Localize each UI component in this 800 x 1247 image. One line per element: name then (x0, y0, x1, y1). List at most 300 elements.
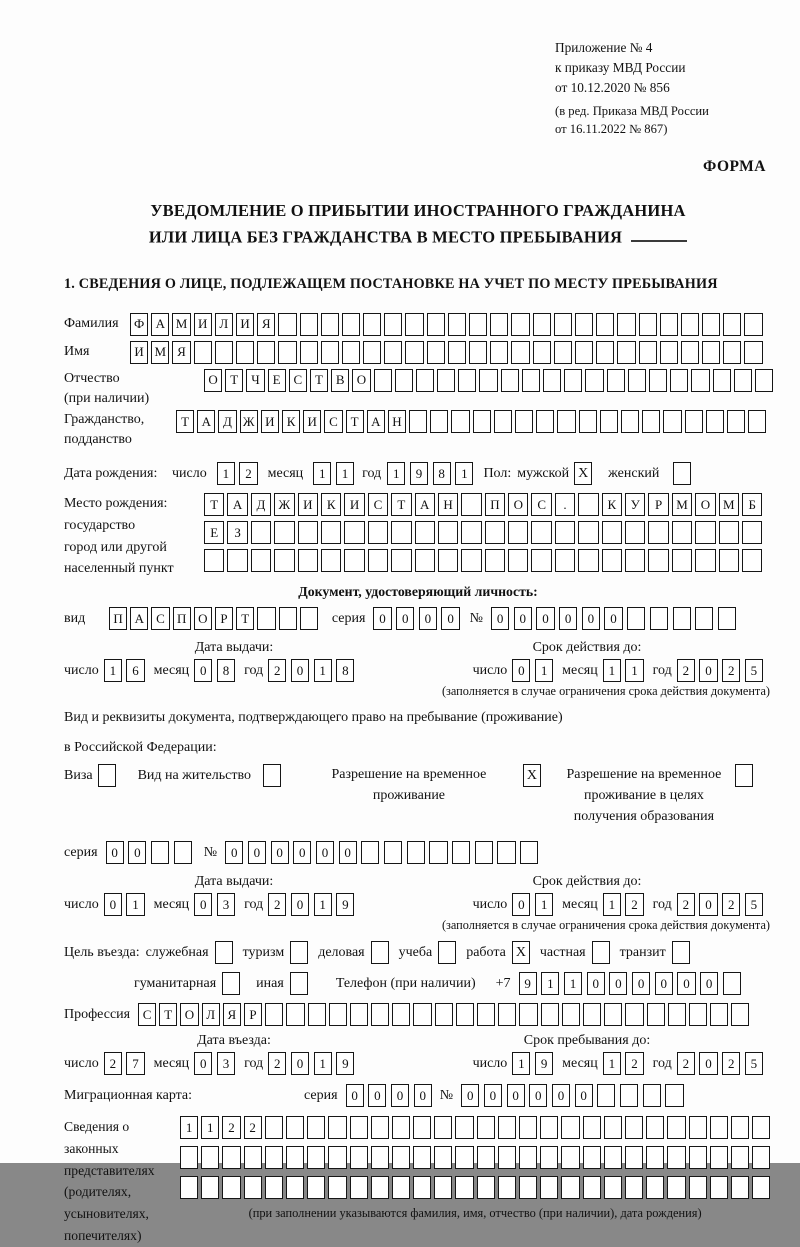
char-box[interactable]: 7 (126, 1052, 144, 1075)
char-box[interactable]: 0 (559, 607, 577, 630)
char-box[interactable] (350, 1176, 368, 1199)
char-box[interactable] (710, 1176, 728, 1199)
char-box[interactable]: Д (251, 493, 271, 516)
char-box[interactable] (321, 341, 339, 364)
char-box[interactable]: 0 (699, 893, 717, 916)
char-box[interactable] (501, 369, 519, 392)
char-box[interactable]: 0 (491, 607, 509, 630)
char-box[interactable] (744, 341, 762, 364)
char-box[interactable]: 1 (455, 462, 473, 485)
char-box[interactable] (413, 1116, 431, 1139)
char-box[interactable] (673, 607, 691, 630)
char-box[interactable] (695, 521, 715, 544)
char-box[interactable] (427, 313, 445, 336)
char-box[interactable] (646, 1176, 664, 1199)
female-checkbox[interactable] (673, 462, 691, 485)
char-box[interactable] (625, 1146, 643, 1169)
char-box[interactable] (329, 1003, 347, 1026)
char-box[interactable] (368, 521, 388, 544)
char-box[interactable]: 1 (217, 462, 235, 485)
char-box[interactable] (361, 841, 379, 864)
char-box[interactable] (752, 1116, 770, 1139)
char-box[interactable] (204, 549, 224, 572)
char-box[interactable] (689, 1176, 707, 1199)
char-box[interactable] (508, 549, 528, 572)
char-box[interactable] (456, 1003, 474, 1026)
char-box[interactable] (706, 410, 724, 433)
char-box[interactable] (479, 369, 497, 392)
char-box[interactable]: 0 (271, 841, 289, 864)
char-box[interactable]: 0 (604, 607, 622, 630)
char-box[interactable] (384, 341, 402, 364)
char-box[interactable]: М (172, 313, 190, 336)
char-box[interactable]: 2 (677, 659, 695, 682)
char-box[interactable] (564, 369, 582, 392)
char-box[interactable] (672, 521, 692, 544)
char-box[interactable]: Т (346, 410, 364, 433)
char-box[interactable] (174, 841, 192, 864)
char-box[interactable] (702, 313, 720, 336)
char-box[interactable]: 2 (222, 1116, 240, 1139)
char-box[interactable] (744, 313, 762, 336)
char-box[interactable] (409, 410, 427, 433)
char-box[interactable] (604, 1176, 622, 1199)
char-box[interactable]: 9 (519, 972, 537, 995)
char-box[interactable] (286, 1146, 304, 1169)
char-box[interactable]: П (485, 493, 505, 516)
char-box[interactable] (405, 341, 423, 364)
char-box[interactable]: Е (268, 369, 286, 392)
char-box[interactable]: 0 (291, 659, 309, 682)
char-box[interactable]: 2 (722, 893, 740, 916)
char-box[interactable] (434, 1146, 452, 1169)
char-box[interactable]: О (180, 1003, 198, 1026)
char-box[interactable]: 1 (314, 893, 332, 916)
char-box[interactable]: И (194, 313, 212, 336)
char-box[interactable] (554, 313, 572, 336)
char-box[interactable] (405, 313, 423, 336)
char-box[interactable] (286, 1176, 304, 1199)
char-box[interactable]: . (555, 493, 575, 516)
char-box[interactable] (298, 521, 318, 544)
char-box[interactable]: 1 (126, 893, 144, 916)
char-box[interactable]: 1 (180, 1116, 198, 1139)
char-box[interactable]: 9 (336, 893, 354, 916)
char-box[interactable] (543, 369, 561, 392)
char-box[interactable] (469, 313, 487, 336)
char-box[interactable]: 0 (514, 607, 532, 630)
char-box[interactable] (413, 1146, 431, 1169)
char-box[interactable] (625, 1003, 643, 1026)
char-box[interactable] (685, 410, 703, 433)
char-box[interactable] (660, 313, 678, 336)
char-box[interactable]: Т (225, 369, 243, 392)
char-box[interactable] (461, 549, 481, 572)
char-box[interactable]: А (151, 313, 169, 336)
char-box[interactable]: Т (391, 493, 411, 516)
char-box[interactable]: 0 (609, 972, 627, 995)
char-box[interactable] (583, 1146, 601, 1169)
char-box[interactable] (660, 341, 678, 364)
char-box[interactable]: 0 (507, 1084, 525, 1107)
char-box[interactable]: И (298, 493, 318, 516)
char-box[interactable] (710, 1146, 728, 1169)
char-box[interactable] (298, 549, 318, 572)
char-box[interactable]: 9 (410, 462, 428, 485)
char-box[interactable] (583, 1116, 601, 1139)
char-box[interactable] (522, 369, 540, 392)
char-box[interactable]: П (173, 607, 191, 630)
char-box[interactable] (540, 1116, 558, 1139)
char-box[interactable] (555, 549, 575, 572)
char-box[interactable]: Н (438, 493, 458, 516)
char-box[interactable] (392, 1176, 410, 1199)
char-box[interactable]: 0 (699, 659, 717, 682)
char-box[interactable]: 1 (541, 972, 559, 995)
char-box[interactable] (647, 1003, 665, 1026)
char-box[interactable] (672, 549, 692, 572)
char-box[interactable] (413, 1003, 431, 1026)
char-box[interactable] (392, 1146, 410, 1169)
char-box[interactable]: Ж (274, 493, 294, 516)
char-box[interactable]: 1 (336, 462, 354, 485)
char-box[interactable] (519, 1176, 537, 1199)
char-box[interactable] (639, 313, 657, 336)
char-box[interactable]: 0 (632, 972, 650, 995)
char-box[interactable] (617, 341, 635, 364)
char-box[interactable] (265, 1176, 283, 1199)
char-box[interactable] (391, 549, 411, 572)
char-box[interactable]: 0 (291, 893, 309, 916)
char-box[interactable] (702, 341, 720, 364)
char-box[interactable] (286, 1116, 304, 1139)
char-box[interactable] (731, 1116, 749, 1139)
char-box[interactable]: Ф (130, 313, 148, 336)
char-box[interactable] (475, 841, 493, 864)
char-box[interactable]: 9 (336, 1052, 354, 1075)
char-box[interactable] (434, 1176, 452, 1199)
purpose-official-checkbox[interactable] (215, 941, 233, 964)
char-box[interactable] (578, 493, 598, 516)
char-box[interactable]: 0 (414, 1084, 432, 1107)
char-box[interactable] (691, 369, 709, 392)
char-box[interactable] (222, 1146, 240, 1169)
char-box[interactable]: О (508, 493, 528, 516)
char-box[interactable]: З (227, 521, 247, 544)
char-box[interactable] (201, 1146, 219, 1169)
char-box[interactable] (597, 1084, 615, 1107)
char-box[interactable] (643, 1084, 661, 1107)
char-box[interactable] (752, 1146, 770, 1169)
char-box[interactable] (265, 1146, 283, 1169)
char-box[interactable]: Р (648, 493, 668, 516)
char-box[interactable] (731, 1003, 749, 1026)
char-box[interactable] (371, 1116, 389, 1139)
char-box[interactable] (723, 313, 741, 336)
char-box[interactable] (350, 1003, 368, 1026)
char-box[interactable] (648, 549, 668, 572)
char-box[interactable] (723, 341, 741, 364)
char-box[interactable] (477, 1003, 495, 1026)
char-box[interactable] (575, 341, 593, 364)
char-box[interactable] (515, 410, 533, 433)
char-box[interactable] (438, 521, 458, 544)
char-box[interactable] (663, 410, 681, 433)
char-box[interactable] (710, 1116, 728, 1139)
char-box[interactable] (438, 549, 458, 572)
char-box[interactable] (531, 521, 551, 544)
char-box[interactable] (540, 1176, 558, 1199)
char-box[interactable]: 1 (603, 659, 621, 682)
char-box[interactable] (755, 369, 773, 392)
char-box[interactable] (342, 341, 360, 364)
char-box[interactable]: 8 (433, 462, 451, 485)
char-box[interactable] (681, 341, 699, 364)
char-box[interactable]: И (303, 410, 321, 433)
char-box[interactable]: Л (202, 1003, 220, 1026)
purpose-transit-checkbox[interactable] (672, 941, 690, 964)
char-box[interactable] (642, 410, 660, 433)
education-residence-checkbox[interactable] (735, 764, 753, 787)
char-box[interactable]: О (194, 607, 212, 630)
char-box[interactable] (508, 521, 528, 544)
char-box[interactable] (427, 341, 445, 364)
char-box[interactable] (519, 1003, 537, 1026)
char-box[interactable] (531, 549, 551, 572)
char-box[interactable] (244, 1146, 262, 1169)
char-box[interactable] (583, 1176, 601, 1199)
char-box[interactable]: С (138, 1003, 156, 1026)
char-box[interactable] (498, 1146, 516, 1169)
char-box[interactable] (731, 1146, 749, 1169)
char-box[interactable]: 0 (575, 1084, 593, 1107)
char-box[interactable]: С (324, 410, 342, 433)
char-box[interactable]: 0 (291, 1052, 309, 1075)
char-box[interactable] (646, 1146, 664, 1169)
char-box[interactable] (469, 341, 487, 364)
char-box[interactable] (477, 1176, 495, 1199)
temp-residence-checkbox[interactable]: X (523, 764, 541, 787)
char-box[interactable]: 1 (104, 659, 122, 682)
char-box[interactable]: М (719, 493, 739, 516)
char-box[interactable]: 8 (217, 659, 235, 682)
char-box[interactable] (604, 1146, 622, 1169)
char-box[interactable]: А (227, 493, 247, 516)
char-box[interactable]: О (204, 369, 222, 392)
char-box[interactable]: Т (310, 369, 328, 392)
char-box[interactable] (627, 607, 645, 630)
char-box[interactable] (265, 1003, 283, 1026)
char-box[interactable] (752, 1176, 770, 1199)
char-box[interactable] (307, 1116, 325, 1139)
char-box[interactable] (689, 1146, 707, 1169)
char-box[interactable] (222, 1176, 240, 1199)
char-box[interactable] (494, 410, 512, 433)
char-box[interactable] (236, 341, 254, 364)
char-box[interactable] (607, 369, 625, 392)
char-box[interactable]: А (197, 410, 215, 433)
char-box[interactable] (490, 313, 508, 336)
char-box[interactable]: 0 (552, 1084, 570, 1107)
char-box[interactable] (307, 1176, 325, 1199)
char-box[interactable] (429, 841, 447, 864)
char-box[interactable]: Т (204, 493, 224, 516)
char-box[interactable] (485, 549, 505, 572)
char-box[interactable]: 0 (248, 841, 266, 864)
char-box[interactable] (689, 1116, 707, 1139)
char-box[interactable] (215, 341, 233, 364)
char-box[interactable] (596, 313, 614, 336)
char-box[interactable]: Я (257, 313, 275, 336)
char-box[interactable] (328, 1146, 346, 1169)
char-box[interactable] (374, 369, 392, 392)
char-box[interactable] (620, 1084, 638, 1107)
char-box[interactable] (473, 410, 491, 433)
char-box[interactable] (455, 1116, 473, 1139)
char-box[interactable]: 0 (373, 607, 391, 630)
char-box[interactable]: 0 (368, 1084, 386, 1107)
purpose-business-checkbox[interactable] (371, 941, 389, 964)
char-box[interactable]: С (151, 607, 169, 630)
char-box[interactable]: 3 (217, 893, 235, 916)
char-box[interactable] (689, 1003, 707, 1026)
char-box[interactable]: 0 (194, 659, 212, 682)
char-box[interactable] (227, 549, 247, 572)
char-box[interactable]: 1 (535, 893, 553, 916)
char-box[interactable]: Д (218, 410, 236, 433)
char-box[interactable] (344, 549, 364, 572)
char-box[interactable] (561, 1146, 579, 1169)
char-box[interactable] (719, 549, 739, 572)
char-box[interactable] (279, 607, 297, 630)
char-box[interactable]: 0 (293, 841, 311, 864)
char-box[interactable]: 2 (268, 1052, 286, 1075)
char-box[interactable] (602, 521, 622, 544)
char-box[interactable]: А (415, 493, 435, 516)
char-box[interactable]: Т (159, 1003, 177, 1026)
char-box[interactable] (452, 841, 470, 864)
char-box[interactable]: 2 (268, 893, 286, 916)
char-box[interactable] (308, 1003, 326, 1026)
char-box[interactable]: Б (742, 493, 762, 516)
char-box[interactable]: А (130, 607, 148, 630)
char-box[interactable]: 0 (396, 607, 414, 630)
char-box[interactable] (391, 521, 411, 544)
residence-permit-checkbox[interactable] (263, 764, 281, 787)
char-box[interactable] (578, 549, 598, 572)
char-box[interactable]: М (672, 493, 692, 516)
char-box[interactable]: Р (244, 1003, 262, 1026)
char-box[interactable]: О (695, 493, 715, 516)
char-box[interactable] (321, 549, 341, 572)
char-box[interactable]: 0 (529, 1084, 547, 1107)
char-box[interactable] (625, 1116, 643, 1139)
char-box[interactable]: И (344, 493, 364, 516)
char-box[interactable]: 0 (419, 607, 437, 630)
char-box[interactable] (650, 607, 668, 630)
char-box[interactable] (350, 1116, 368, 1139)
char-box[interactable] (180, 1176, 198, 1199)
char-box[interactable]: 0 (700, 972, 718, 995)
char-box[interactable]: 0 (484, 1084, 502, 1107)
char-box[interactable]: 2 (268, 659, 286, 682)
char-box[interactable]: 2 (625, 1052, 643, 1075)
char-box[interactable] (621, 410, 639, 433)
visa-checkbox[interactable] (98, 764, 116, 787)
char-box[interactable] (557, 410, 575, 433)
char-box[interactable] (575, 313, 593, 336)
char-box[interactable]: 1 (387, 462, 405, 485)
char-box[interactable] (307, 1146, 325, 1169)
char-box[interactable] (350, 1146, 368, 1169)
char-box[interactable] (748, 410, 766, 433)
char-box[interactable] (625, 549, 645, 572)
char-box[interactable] (430, 410, 448, 433)
char-box[interactable] (286, 1003, 304, 1026)
char-box[interactable]: 1 (201, 1116, 219, 1139)
char-box[interactable]: 0 (104, 893, 122, 916)
char-box[interactable] (554, 341, 572, 364)
char-box[interactable]: А (367, 410, 385, 433)
char-box[interactable] (477, 1116, 495, 1139)
char-box[interactable] (371, 1003, 389, 1026)
char-box[interactable] (344, 521, 364, 544)
char-box[interactable] (540, 1146, 558, 1169)
char-box[interactable] (602, 549, 622, 572)
char-box[interactable] (719, 521, 739, 544)
char-box[interactable] (451, 410, 469, 433)
char-box[interactable] (448, 341, 466, 364)
char-box[interactable] (604, 1003, 622, 1026)
char-box[interactable]: 6 (126, 659, 144, 682)
char-box[interactable] (533, 313, 551, 336)
char-box[interactable]: 0 (582, 607, 600, 630)
char-box[interactable]: 2 (239, 462, 257, 485)
char-box[interactable] (300, 313, 318, 336)
char-box[interactable] (368, 549, 388, 572)
char-box[interactable] (151, 841, 169, 864)
char-box[interactable]: Р (215, 607, 233, 630)
char-box[interactable] (667, 1176, 685, 1199)
char-box[interactable] (639, 341, 657, 364)
char-box[interactable] (395, 369, 413, 392)
char-box[interactable]: Л (215, 313, 233, 336)
char-box[interactable] (511, 313, 529, 336)
char-box[interactable] (585, 369, 603, 392)
char-box[interactable]: 2 (677, 1052, 695, 1075)
char-box[interactable]: 9 (535, 1052, 553, 1075)
char-box[interactable] (251, 549, 271, 572)
char-box[interactable] (583, 1003, 601, 1026)
char-box[interactable] (578, 521, 598, 544)
char-box[interactable] (519, 1146, 537, 1169)
char-box[interactable] (201, 1176, 219, 1199)
char-box[interactable]: 1 (603, 1052, 621, 1075)
char-box[interactable]: К (282, 410, 300, 433)
char-box[interactable] (731, 1176, 749, 1199)
char-box[interactable] (485, 521, 505, 544)
char-box[interactable] (604, 1116, 622, 1139)
char-box[interactable] (596, 341, 614, 364)
char-box[interactable]: Е (204, 521, 224, 544)
char-box[interactable] (713, 369, 731, 392)
char-box[interactable]: 5 (745, 1052, 763, 1075)
char-box[interactable] (519, 1116, 537, 1139)
char-box[interactable] (384, 313, 402, 336)
char-box[interactable]: 3 (217, 1052, 235, 1075)
char-box[interactable] (415, 521, 435, 544)
purpose-private-checkbox[interactable] (592, 941, 610, 964)
